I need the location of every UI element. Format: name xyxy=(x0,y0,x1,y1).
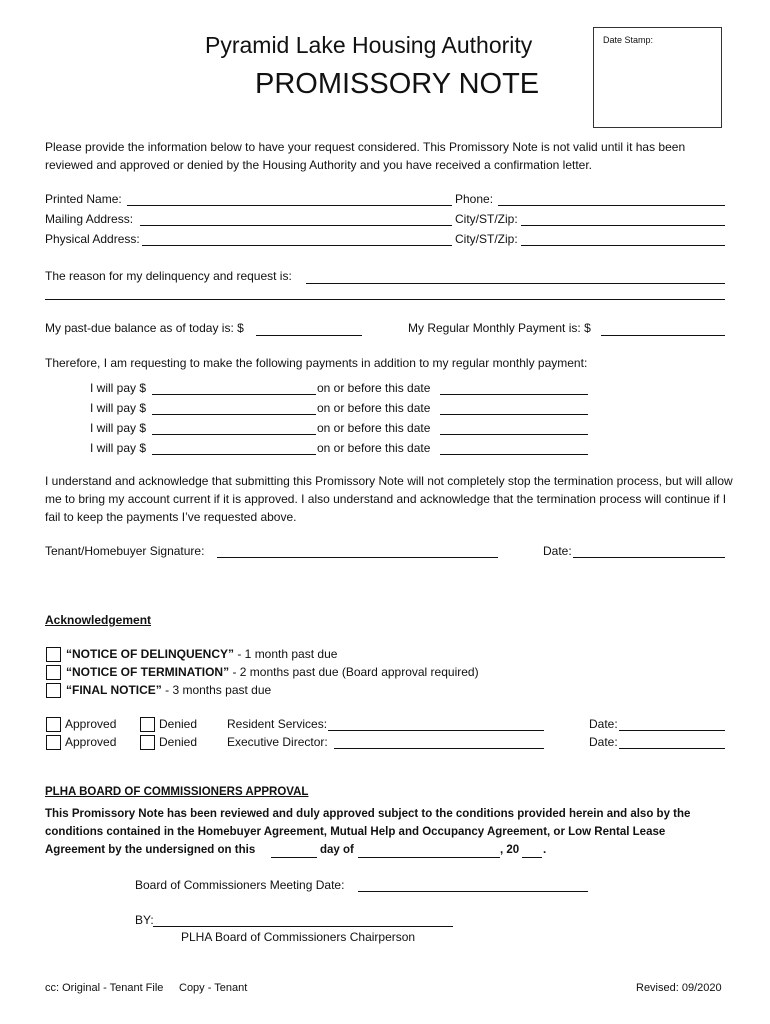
signature-date-label: Date: xyxy=(543,544,572,558)
pay-date-field[interactable] xyxy=(440,394,588,395)
pay-date-label: on or before this date xyxy=(317,421,431,435)
resident-date-field[interactable] xyxy=(619,730,725,731)
notice-delinquency-checkbox[interactable] xyxy=(46,647,61,662)
physical-address-field[interactable] xyxy=(142,245,452,246)
pay-date-label: on or before this date xyxy=(317,381,431,395)
reason-field-1[interactable] xyxy=(306,283,725,284)
reason-field-2[interactable] xyxy=(45,299,725,300)
notice-title: “FINAL NOTICE” xyxy=(66,683,162,697)
pay-amount-field[interactable] xyxy=(152,414,316,415)
pay-label: I will pay $ xyxy=(90,401,147,415)
intro-paragraph: Please provide the information below to have your request considered. This Promissory Note is not valid until it has been reviewed and approved or denied by the Housing Authority and you have received a confirmation letter. xyxy=(45,140,686,172)
final-notice xyxy=(66,683,271,697)
denied-label: Denied xyxy=(159,735,198,749)
balance-label: My past-due balance as of today is: $ xyxy=(45,321,244,335)
approved-checkbox-1[interactable] xyxy=(46,717,61,732)
date-stamp-label: Date Stamp: xyxy=(603,35,654,45)
city-field-1[interactable] xyxy=(521,225,725,226)
director-date-field[interactable] xyxy=(619,748,725,749)
resident-services-field[interactable] xyxy=(328,730,544,731)
acknowledge-paragraph: I understand and acknowledge that submitting this Promissory Note will not completely stop the termination process, but will allow me to bring my account current if it is approved. I also understand and acknowledge that the termination process will continue if I fail to keep the payments I’ve requested above. xyxy=(45,474,733,524)
chair-signature-field[interactable] xyxy=(153,926,453,927)
resident-services-label: Resident Services: xyxy=(227,717,328,731)
denied-checkbox-2[interactable] xyxy=(140,735,155,750)
pay-date-label: on or before this date xyxy=(317,441,431,455)
approval-day-field[interactable] xyxy=(271,857,317,858)
tenant-signature-label: Tenant/Homebuyer Signature: xyxy=(45,544,205,558)
denied-checkbox-1[interactable] xyxy=(140,717,155,732)
board-text-line-3-d: . xyxy=(543,844,547,856)
resident-date-label: Date: xyxy=(589,717,618,731)
signature-date-field[interactable] xyxy=(573,557,725,558)
board-heading: PLHA BOARD OF COMMISSIONERS APPROVAL xyxy=(45,786,309,798)
approved-label: Approved xyxy=(65,735,117,749)
director-date-label: Date: xyxy=(589,735,618,749)
reason-label: The reason for my delinquency and request is: xyxy=(45,269,292,283)
notice-title: “NOTICE OF TERMINATION” xyxy=(66,665,230,679)
executive-director-field[interactable] xyxy=(334,748,544,749)
pay-amount-field[interactable] xyxy=(152,434,316,435)
date-stamp-box xyxy=(593,27,722,128)
meeting-date-label: Board of Commissioners Meeting Date: xyxy=(135,878,345,892)
approved-checkbox-2[interactable] xyxy=(46,735,61,750)
pay-date-label: on or before this date xyxy=(317,401,431,415)
pay-date-field[interactable] xyxy=(440,454,588,455)
pay-date-field[interactable] xyxy=(440,434,588,435)
approved-label: Approved xyxy=(65,717,117,731)
chair-label: PLHA Board of Commissioners Chairperson xyxy=(181,930,416,944)
board-text-line-3-a: Agreement by the undersigned on this xyxy=(45,844,256,856)
acknowledgement-heading: Acknowledgement xyxy=(45,613,152,627)
meeting-date-field[interactable] xyxy=(358,891,588,892)
monthly-payment-label: My Regular Monthly Payment is: $ xyxy=(408,321,591,335)
notice-detail: - 2 months past due (Board approval required) xyxy=(229,665,479,679)
board-text-line-3-b: day of xyxy=(320,844,354,856)
executive-director-label: Executive Director: xyxy=(227,735,328,749)
denied-label: Denied xyxy=(159,717,198,731)
notice-delinquency xyxy=(66,647,337,661)
board-text-line-2: conditions contained in the Homebuyer Agreement, Mutual Help and Occupancy Agreement, or Low Rental Lease xyxy=(45,826,666,838)
pay-date-field[interactable] xyxy=(440,414,588,415)
board-text-line-3-c: , 20 xyxy=(500,844,520,856)
document-title: PROMISSORY NOTE xyxy=(255,68,540,100)
balance-field[interactable] xyxy=(256,335,362,336)
footer-revised: Revised: 09/2020 xyxy=(636,982,722,994)
city-field-2[interactable] xyxy=(521,245,725,246)
notice-detail: - 3 months past due xyxy=(161,683,272,697)
physical-address-label: Physical Address: xyxy=(45,232,140,246)
notice-termination xyxy=(66,665,479,679)
printed-name-field[interactable] xyxy=(127,205,452,206)
city-label-2: City/ST/Zip: xyxy=(455,232,518,246)
footer-cc: cc: Original - Tenant File xyxy=(45,982,164,994)
printed-name-label: Printed Name: xyxy=(45,192,122,206)
mailing-address-label: Mailing Address: xyxy=(45,212,134,226)
tenant-signature-field[interactable] xyxy=(217,557,498,558)
notice-termination-checkbox[interactable] xyxy=(46,665,61,680)
board-text-line-1: This Promissory Note has been reviewed and duly approved subject to the conditions provided herein and also by the xyxy=(45,808,691,820)
org-name: Pyramid Lake Housing Authority xyxy=(205,32,533,58)
phone-field[interactable] xyxy=(498,205,725,206)
pay-amount-field[interactable] xyxy=(152,454,316,455)
mailing-address-field[interactable] xyxy=(140,225,452,226)
approval-month-field[interactable] xyxy=(358,857,500,858)
final-notice-checkbox[interactable] xyxy=(46,683,61,698)
pay-label: I will pay $ xyxy=(90,381,147,395)
phone-label: Phone: xyxy=(455,192,494,206)
notice-title: “NOTICE OF DELINQUENCY” xyxy=(66,647,235,661)
notice-detail: - 1 month past due xyxy=(234,647,338,661)
pay-label: I will pay $ xyxy=(90,421,147,435)
city-label-1: City/ST/Zip: xyxy=(455,212,518,226)
monthly-payment-field[interactable] xyxy=(601,335,725,336)
pay-label: I will pay $ xyxy=(90,441,147,455)
approval-year-field[interactable] xyxy=(522,857,542,858)
footer-copy: Copy - Tenant xyxy=(179,982,248,994)
payments-intro: Therefore, I am requesting to make the following payments in addition to my regular monthly payment: xyxy=(45,356,588,370)
by-label: BY: xyxy=(135,913,154,927)
pay-amount-field[interactable] xyxy=(152,394,316,395)
